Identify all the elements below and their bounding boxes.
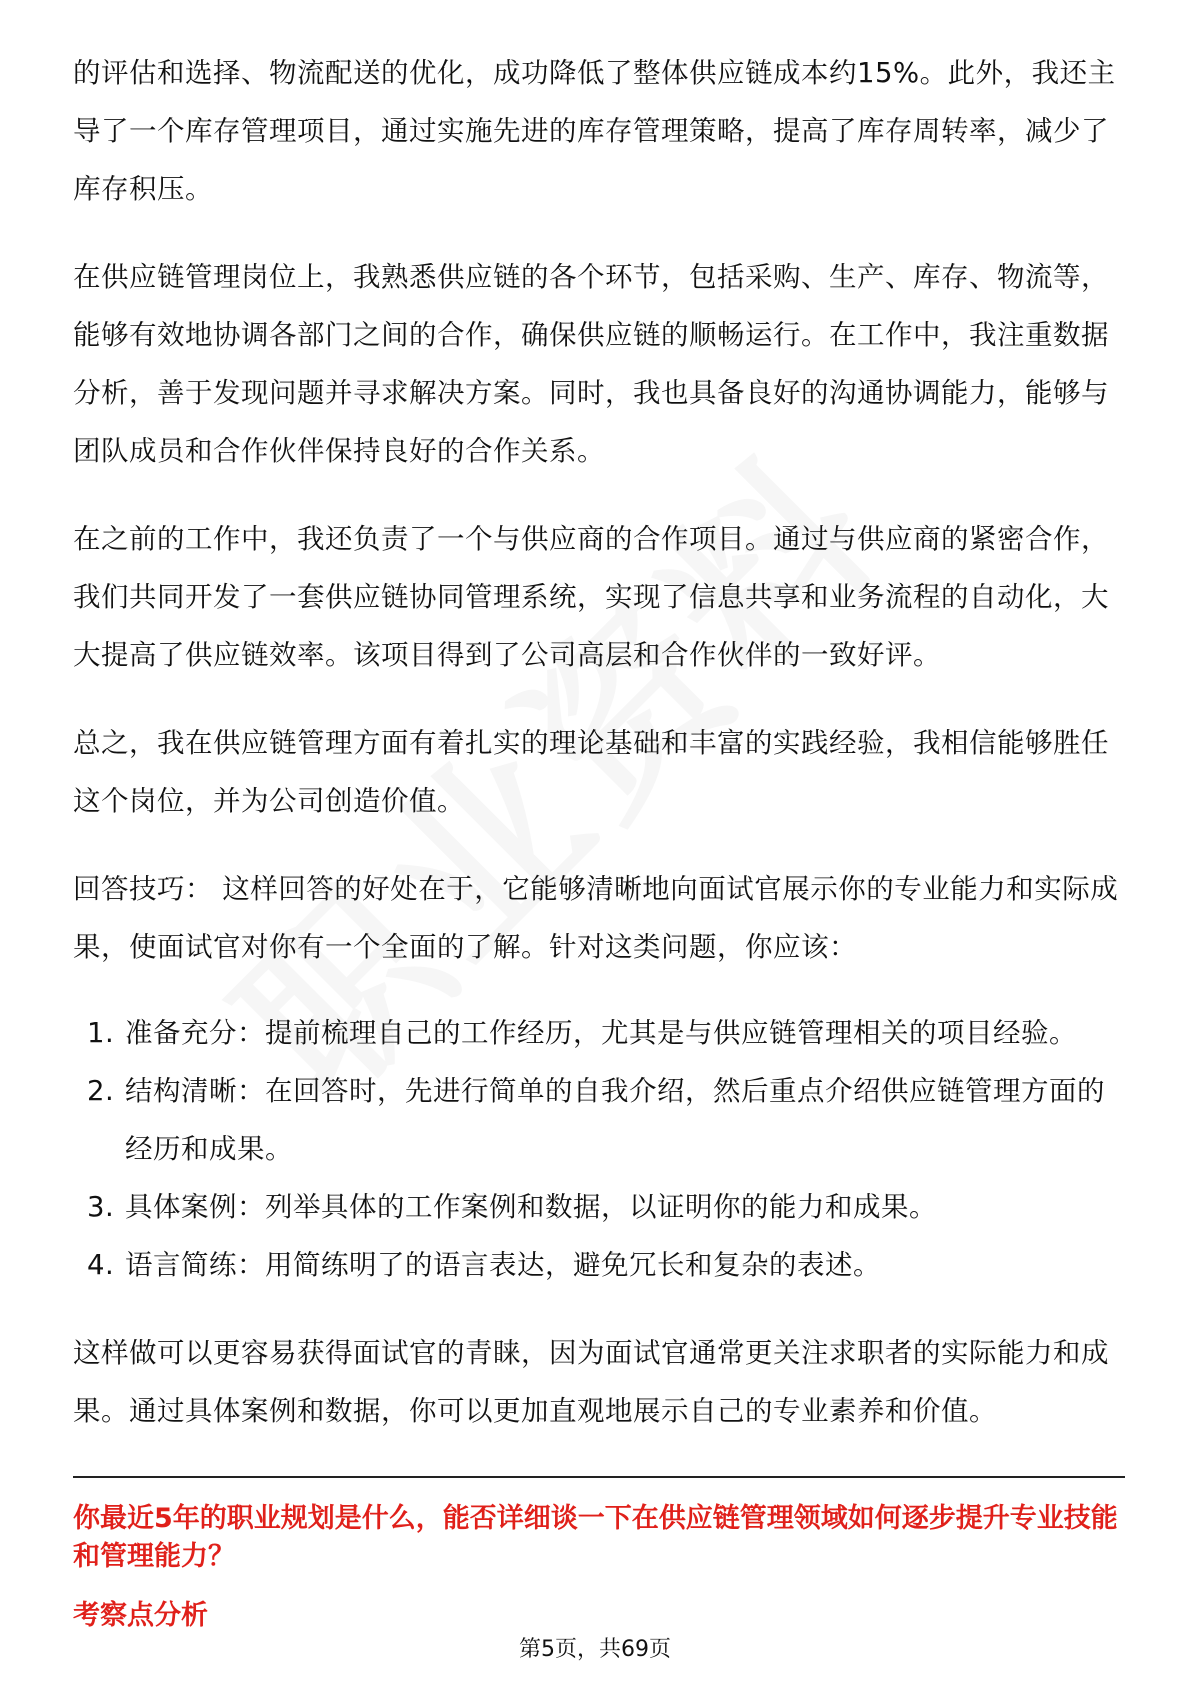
paragraph-supply-chain-role: 在供应链管理岗位上，我熟悉供应链的各个环节，包括采购、生产、库存、物流等，能够有效地协调各部门之间的合作，确保供应链的顺畅运行。在工作中，我注重数据分析，善于发现问题并寻求解决方案。同时，我也具备良好的沟通协调能力，能够与团队成员和合作伙伴保持良好的合作关系。: [73, 261, 1109, 467]
paragraph-answer-tips-intro: 回答技巧： 这样回答的好处在于，它能够清晰地向面试官展示你的专业能力和实际成果，使面试官对你有一个全面的了解。针对这类问题，你应该：: [73, 873, 1119, 963]
tips-list-item: [73, 1062, 1123, 1178]
paragraph-summary: 总之，我在供应链管理方面有着扎实的理论基础和丰富的实践经验，我相信能够胜任这个岗位，并为公司创造价值。: [73, 727, 1109, 817]
page-content: [73, 44, 1123, 1636]
list-item-text: 具体案例：列举具体的工作案例和数据，以证明你的能力和成果。: [125, 1191, 937, 1223]
tips-list-item: [73, 1236, 1123, 1294]
interview-question: 你最近5年的职业规划是什么，能否详细谈一下在供应链管理领域如何逐步提升专业技能和管理能力？: [73, 1503, 1118, 1572]
paragraph-cost-reduction: 的评估和选择、物流配送的优化，成功降低了整体供应链成本约15%。此外，我还主导了一个库存管理项目，通过实施先进的库存管理策略，提高了库存周转率，减少了库存积压。: [73, 57, 1116, 205]
section-divider: [73, 1476, 1125, 1478]
list-number: 3.: [87, 1191, 115, 1223]
section-title: 考察点分析: [73, 1600, 208, 1631]
tips-list: [73, 1004, 1123, 1294]
page-number-footer: 第5页，共69页: [519, 1637, 671, 1662]
list-number: 4.: [87, 1249, 115, 1281]
list-item-text: 语言简练：用简练明了的语言表达，避免冗长和复杂的表述。: [125, 1249, 881, 1281]
list-number: 2.: [87, 1075, 115, 1107]
paragraph-conclusion: 这样做可以更容易获得面试官的青睐，因为面试官通常更关注求职者的实际能力和成果。通过具体案例和数据，你可以更加直观地展示自己的专业素养和价值。: [73, 1337, 1109, 1427]
tips-list-item: [73, 1004, 1123, 1062]
list-item-text: 结构清晰：在回答时，先进行简单的自我介绍，然后重点介绍供应链管理方面的经历和成果。: [125, 1075, 1105, 1165]
list-item-text: 准备充分：提前梳理自己的工作经历，尤其是与供应链管理相关的项目经验。: [125, 1017, 1077, 1049]
list-number: 1.: [87, 1017, 115, 1049]
tips-list-item: [73, 1178, 1123, 1236]
paragraph-supplier-project: 在之前的工作中，我还负责了一个与供应商的合作项目。通过与供应商的紧密合作，我们共同开发了一套供应链协同管理系统，实现了信息共享和业务流程的自动化，大大提高了供应链效率。该项目得到了公司高层和合作伙伴的一致好评。: [73, 523, 1109, 671]
